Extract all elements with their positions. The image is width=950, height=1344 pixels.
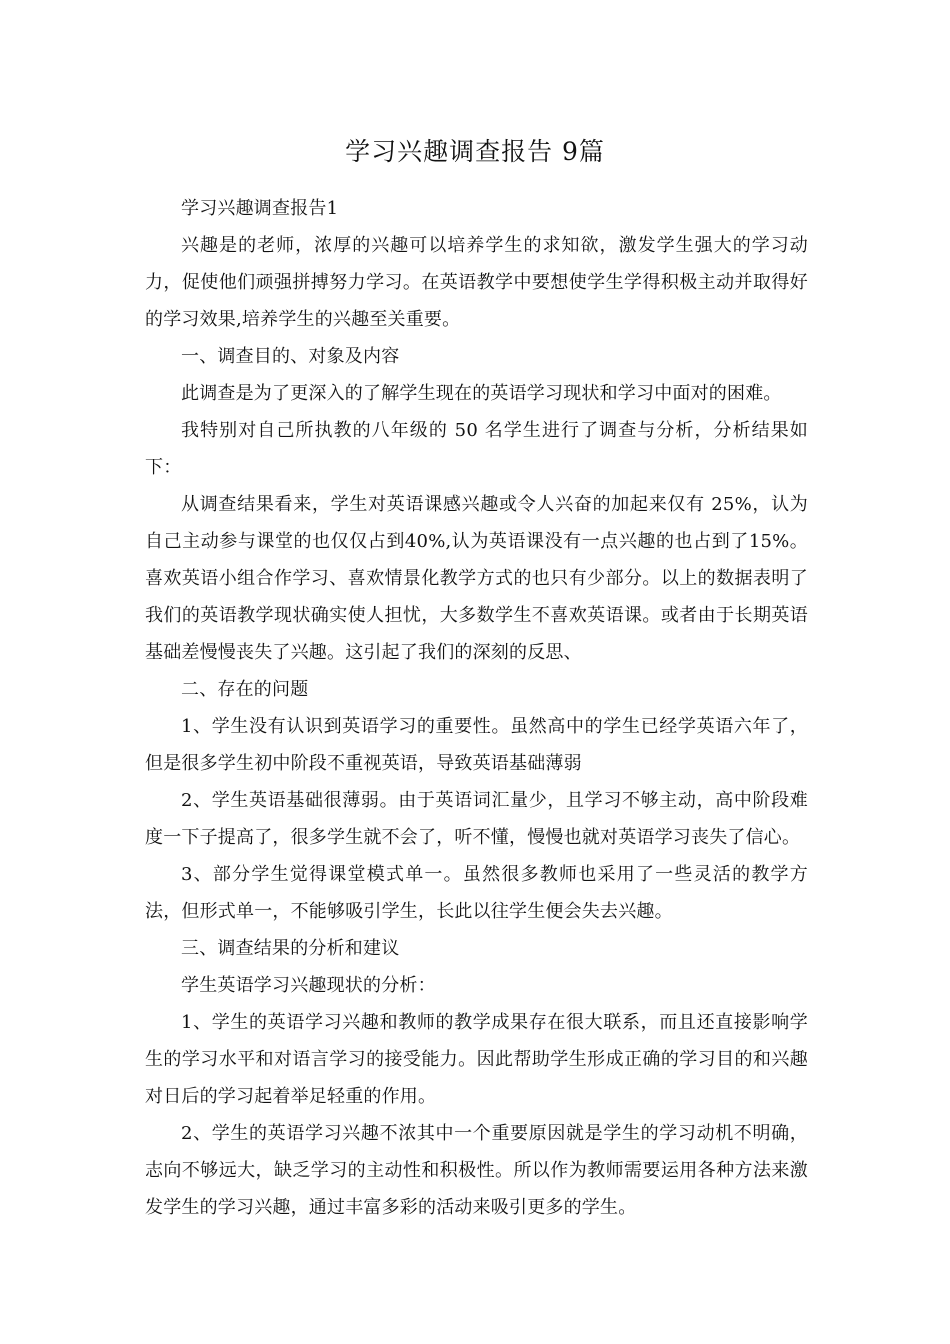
paragraph: 3、部分学生觉得课堂模式单一。虽然很多教师也采用了一些灵活的教学方法，但形式单一，不能够吸引学生，长此以往学生便会失去兴趣。 [145, 864, 808, 922]
document-body [145, 190, 808, 1226]
section-heading: 一、调查目的、对象及内容 [181, 346, 400, 367]
section-heading: 二、存在的问题 [181, 679, 309, 700]
paragraph-report-heading: 学习兴趣调查报告1 [181, 198, 339, 219]
paragraph: 1、学生的英语学习兴趣和教师的教学成果存在很大联系，而且还直接影响学生的学习水平和对语言学习的接受能力。因此帮助学生形成正确的学习目的和兴趣对日后的学习起着举足轻重的作用。 [145, 1012, 808, 1107]
paragraph: 1、学生没有认识到英语学习的重要性。虽然高中的学生已经学英语六年了，但是很多学生初中阶段不重视英语，导致英语基础薄弱 [145, 716, 808, 774]
section-heading: 三、调查结果的分析和建议 [181, 938, 400, 959]
paragraph: 2、学生的英语学习兴趣不浓其中一个重要原因就是学生的学习动机不明确，志向不够远大，缺乏学习的主动性和积极性。所以作为教师需要运用各种方法来激发学生的学习兴趣，通过丰富多彩的活动来吸引更多的学生。 [145, 1123, 808, 1218]
paragraph: 我特别对自己所执教的八年级的 50 名学生进行了调查与分析，分析结果如下： [145, 420, 808, 478]
document-title: 学习兴趣调查报告 9篇 [345, 137, 605, 166]
paragraph: 2、学生英语基础很薄弱。由于英语词汇量少，且学习不够主动，高中阶段难度一下子提高了，很多学生就不会了，听不懂，慢慢也就对英语学习丧失了信心。 [145, 790, 808, 848]
paragraph: 兴趣是的老师，浓厚的兴趣可以培养学生的求知欲，激发学生强大的学习动力，促使他们顽强拼搏努力学习。在英语教学中要想使学生学得积极主动并取得好的学习效果,培养学生的兴趣至关重要。 [145, 235, 808, 330]
paragraph: 此调查是为了更深入的了解学生现在的英语学习现状和学习中面对的困难。 [181, 383, 782, 404]
paragraph: 从调查结果看来，学生对英语课感兴趣或令人兴奋的加起来仅有 25%，认为自己主动参与课堂的也仅仅占到40%,认为英语课没有一点兴趣的也占到了15%。喜欢英语小组合作学习、喜欢情景化教学方式的也只有少部分。以上的数据表明了我们的英语教学现状确实使人担忧，大多数学生不喜欢英语课。或者由于长期英语基础差慢慢丧失了兴趣。这引起了我们的深刻的反思、 [145, 494, 808, 663]
paragraph: 学生英语学习兴趣现状的分析： [181, 975, 436, 996]
